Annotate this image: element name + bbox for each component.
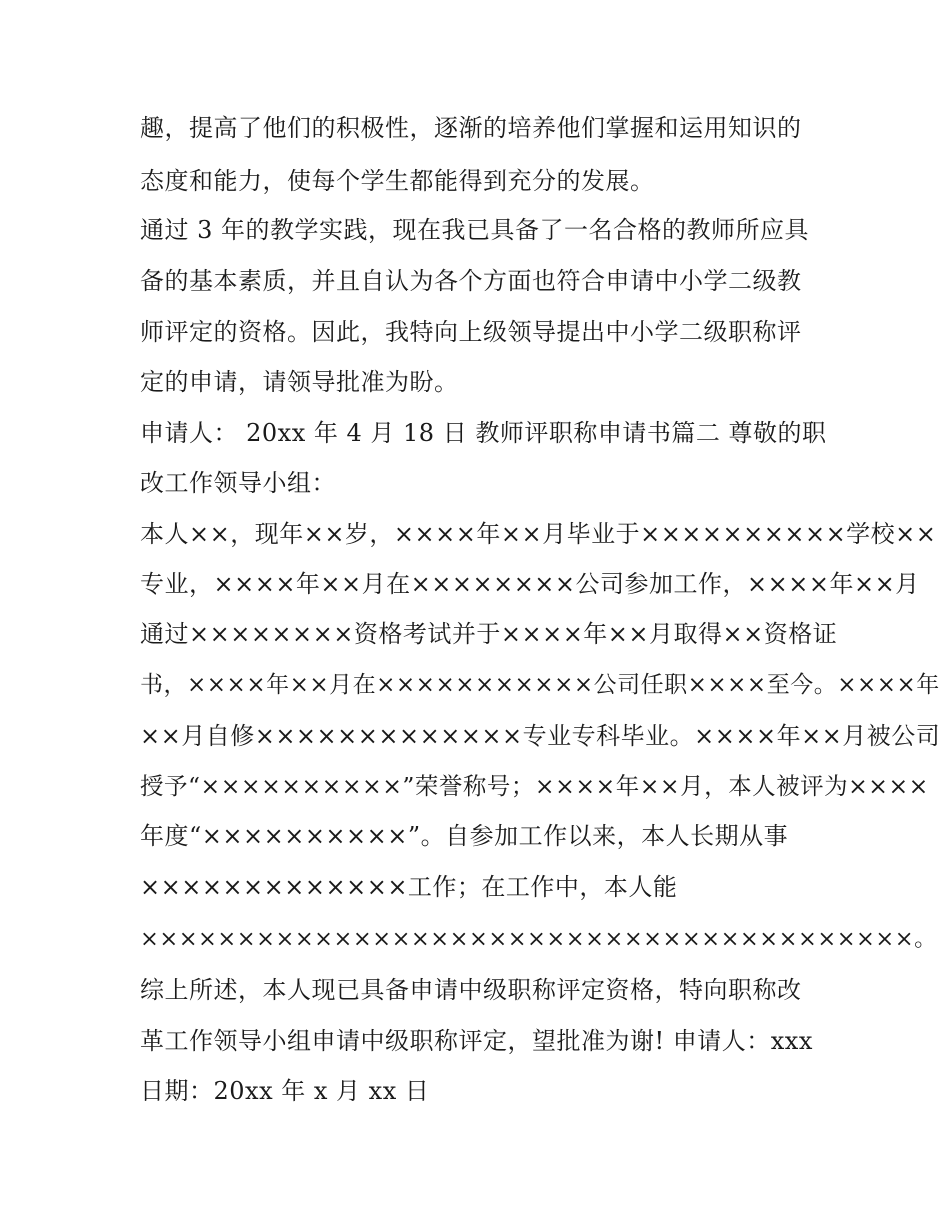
text-line: ××月自修×××××××××××××专业专科毕业。××××年××月被公司 xyxy=(140,722,941,750)
text-line: 综上所述，本人现已具备申请中级职称评定资格，特向职称改 xyxy=(140,976,802,1004)
text-line: 申请人： 20xx 年 4 月 18 日 教师评职称申请书篇二 尊敬的职 xyxy=(140,419,827,447)
text-line: 趣，提高了他们的积极性，逐渐的培养他们掌握和运用知识的 xyxy=(140,114,802,142)
text-line: 革工作领导小组申请中级职称评定，望批准为谢! 申请人：xxx xyxy=(140,1027,813,1055)
text-line: 通过××××××××资格考试并于××××年××月取得××资格证 xyxy=(140,620,838,648)
text-line: 日期：20xx 年 x 月 xx 日 xyxy=(140,1077,430,1105)
text-line: ××××××××××××××××××××××××××××××××××××××××。 xyxy=(140,926,938,952)
text-line: 本人××，现年××岁，××××年××月毕业于××××××××××学校×× xyxy=(140,520,937,548)
text-line: 师评定的资格。因此，我特向上级领导提出中小学二级职称评 xyxy=(140,318,802,346)
text-line: 年度“××××××××××”。自参加工作以来，本人长期从事 xyxy=(140,822,789,850)
text-line: 书，××××年××月在×××××××××××公司任职××××至今。××××年 xyxy=(140,672,940,698)
text-line: 授予“××××××××××”荣誉称号；××××年××月，本人被评为×××× xyxy=(140,772,929,800)
text-line: 态度和能力，使每个学生都能得到充分的发展。 xyxy=(140,167,655,195)
text-line: 改工作领导小组： xyxy=(140,469,336,497)
text-line: 通过 3 年的教学实践，现在我已具备了一名合格的教师所应具 xyxy=(140,216,810,244)
text-line: 备的基本素质，并且自认为各个方面也符合申请中小学二级教 xyxy=(140,267,802,295)
text-line: 定的申请，请领导批准为盼。 xyxy=(140,368,459,396)
text-line: ×××××××××××××工作；在工作中，本人能 xyxy=(140,873,678,901)
text-line: 专业，××××年××月在××××××××公司参加工作，××××年××月 xyxy=(140,570,920,598)
